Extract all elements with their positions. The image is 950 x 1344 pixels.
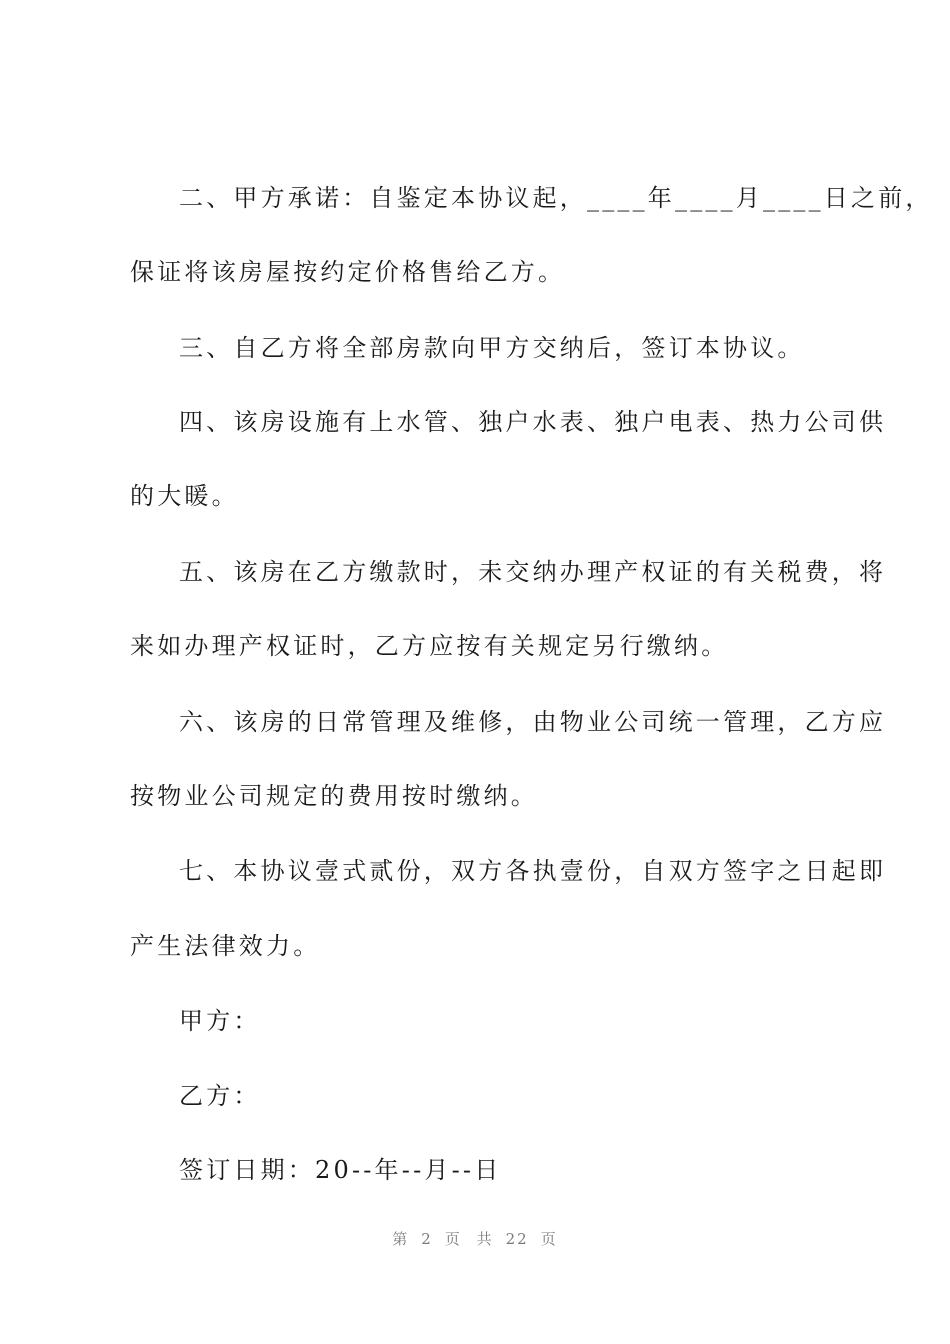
page-footer <box>0 1228 950 1249</box>
clause-4-line-2: 的大暖。 <box>130 482 239 510</box>
clause-5-line-1: 五、该房在乙方缴款时，未交纳办理产权证的有关税费，将 <box>179 558 887 586</box>
footer-page-number: 2 <box>421 1230 433 1248</box>
clause-2-line-2: 保证将该房屋按约定价格售给乙方。 <box>130 258 566 286</box>
footer-prefix: 第 <box>392 1230 410 1248</box>
signing-date-label: 签订日期：20--年--月--日 <box>179 1156 502 1184</box>
clause-5-line-2: 来如办理产权证时，乙方应按有关规定另行缴纳。 <box>130 632 729 660</box>
clause-2-line-1: 二、甲方承诺：自鉴定本协议起，____年____月____日之前， <box>179 184 933 212</box>
clause-3-line-1: 三、自乙方将全部房款向甲方交纳后，签订本协议。 <box>179 334 805 362</box>
clause-7-line-2: 产生法律效力。 <box>130 932 321 960</box>
footer-suffix: 页 <box>540 1230 558 1248</box>
party-b-signature-label: 乙方： <box>179 1082 261 1110</box>
party-a-signature-label: 甲方： <box>179 1007 261 1035</box>
clause-6-line-1: 六、该房的日常管理及维修，由物业公司统一管理，乙方应 <box>179 708 887 736</box>
clause-6-line-2: 按物业公司规定的费用按时缴纳。 <box>130 782 538 810</box>
clause-4-line-1: 四、该房设施有上水管、独户水表、独户电表、热力公司供 <box>179 408 887 436</box>
footer-total-pages: 22 <box>505 1230 529 1248</box>
footer-middle: 页 共 <box>444 1230 494 1248</box>
clause-7-line-1: 七、本协议壹式贰份，双方各执壹份，自双方签字之日起即 <box>179 857 887 885</box>
